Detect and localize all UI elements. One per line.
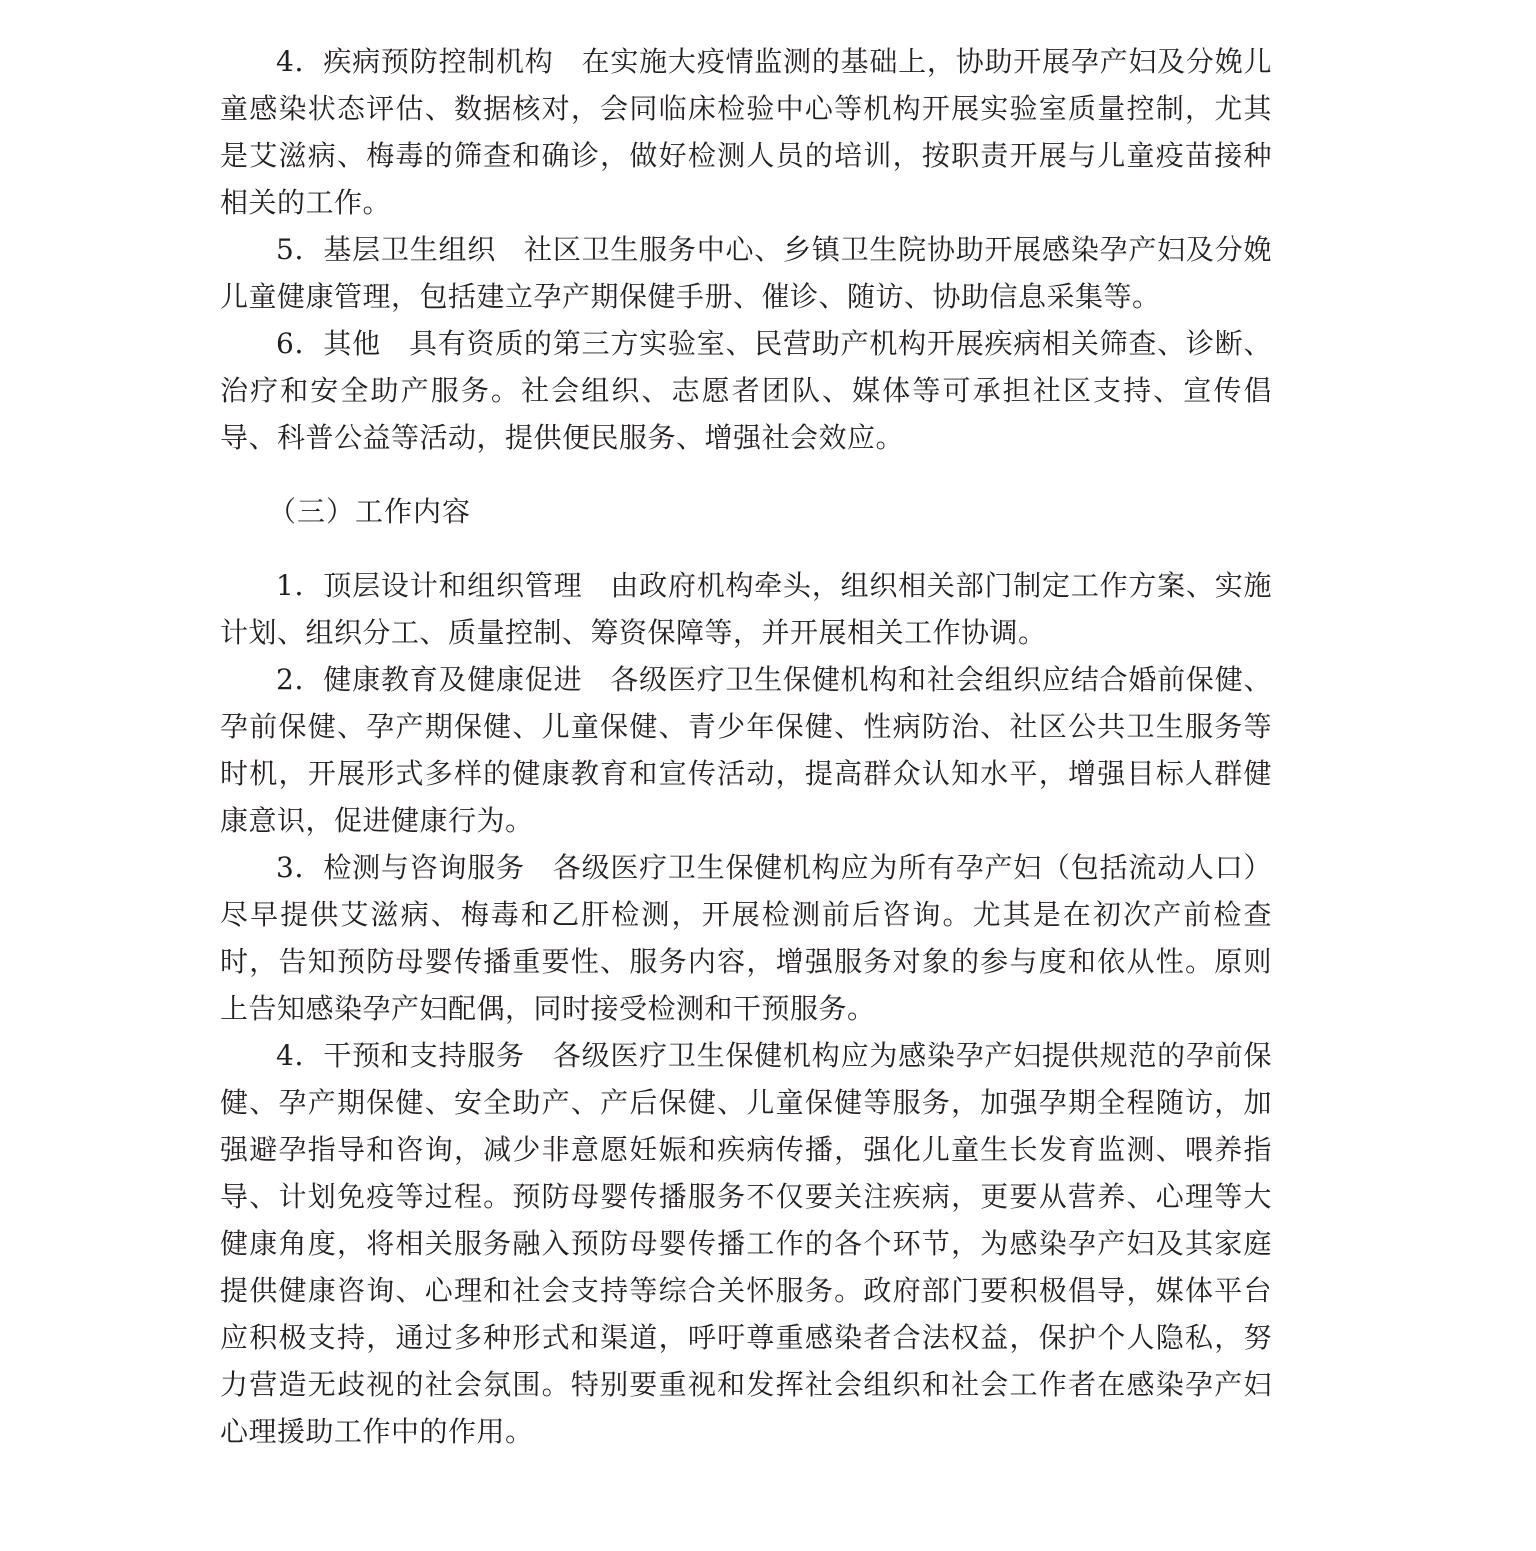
paragraph-text: 各级医疗卫生保健机构应为所有孕产妇（包括流动人口）尽早提供艾滋病、梅毒和乙肝检测，开展检测前后咨询。尤其是在初次产前检查时，告知预防母婴传播重要性、服务内容，增强服务对象的参与度和依从性。原则上告知感染孕产妇配偶，同时接受检测和干预服务。	[220, 851, 1272, 1025]
paragraph-text: 具有资质的第三方实验室、民营助产机构开展疾病相关筛查、诊断、治疗和安全助产服务。社会组织、志愿者团队、媒体等可承担社区支持、宣传倡导、科普公益等活动，提供便民服务、增强社会效应。	[220, 327, 1272, 454]
paragraph-intervention	[220, 1032, 1272, 1455]
paragraph-text: 各级医疗卫生保健机构应为感染孕产妇提供规范的孕前保健、孕产期保健、安全助产、产后保健、儿童保健等服务，加强孕期全程随访，加强避孕指导和咨询，减少非意愿妊娠和疾病传播，强化儿童生长发育监测、喂养指导、计划免疫等过程。预防母婴传播服务不仅要关注疾病，更要从营养、心理等大健康角度，将相关服务融入预防母婴传播工作的各个环节，为感染孕产妇及其家庭提供健康咨询、心理和社会支持等综合关怀服务。政府部门要积极倡导，媒体平台应积极支持，通过多种形式和渠道，呼吁尊重感染者合法权益，保护个人隐私，努力营造无歧视的社会氛围。特别要重视和发挥社会组织和社会工作者在感染孕产妇心理援助工作中的作用。	[220, 1039, 1272, 1448]
paragraph-lead: 1．顶层设计和组织管理	[276, 569, 583, 602]
paragraph-text: 由政府机构牵头，组织相关部门制定工作方案、实施计划、组织分工、质量控制、筹资保障等，并开展相关工作协调。	[220, 569, 1272, 649]
paragraph-others	[220, 320, 1272, 461]
document-page	[220, 38, 1272, 1455]
paragraph-lead: 3．检测与咨询服务	[276, 851, 525, 884]
paragraph-testing	[220, 844, 1272, 1032]
paragraph-lead: 2．健康教育及健康促进	[276, 663, 583, 696]
paragraph-grassroots	[220, 226, 1272, 320]
paragraph-top-design	[220, 562, 1272, 656]
paragraph-text: 社区卫生服务中心、乡镇卫生院协助开展感染孕产妇及分娩儿童健康管理，包括建立孕产期保健手册、催诊、随访、协助信息采集等。	[220, 233, 1272, 313]
section-heading: （三）工作内容	[268, 495, 472, 528]
paragraph-lead: 4．疾病预防控制机构	[276, 45, 554, 78]
paragraph-lead: 5．基层卫生组织	[276, 233, 497, 266]
paragraph-text: 在实施大疫情监测的基础上，协助开展孕产妇及分娩儿童感染状态评估、数据核对，会同临床检验中心等机构开展实验室质量控制，尤其是艾滋病、梅毒的筛查和确诊，做好检测人员的培训，按职责开展与儿童疫苗接种相关的工作。	[220, 45, 1272, 219]
paragraph-text: 各级医疗卫生保健机构和社会组织应结合婚前保健、孕前保健、孕产期保健、儿童保健、青少年保健、性病防治、社区公共卫生服务等时机，开展形式多样的健康教育和宣传活动，提高群众认知水平，增强目标人群健康意识，促进健康行为。	[220, 663, 1272, 837]
paragraph-lead: 4．干预和支持服务	[276, 1039, 525, 1072]
paragraph-lead: 6．其他	[276, 327, 381, 360]
paragraph-cdc	[220, 38, 1272, 226]
paragraph-health-education	[220, 656, 1272, 844]
